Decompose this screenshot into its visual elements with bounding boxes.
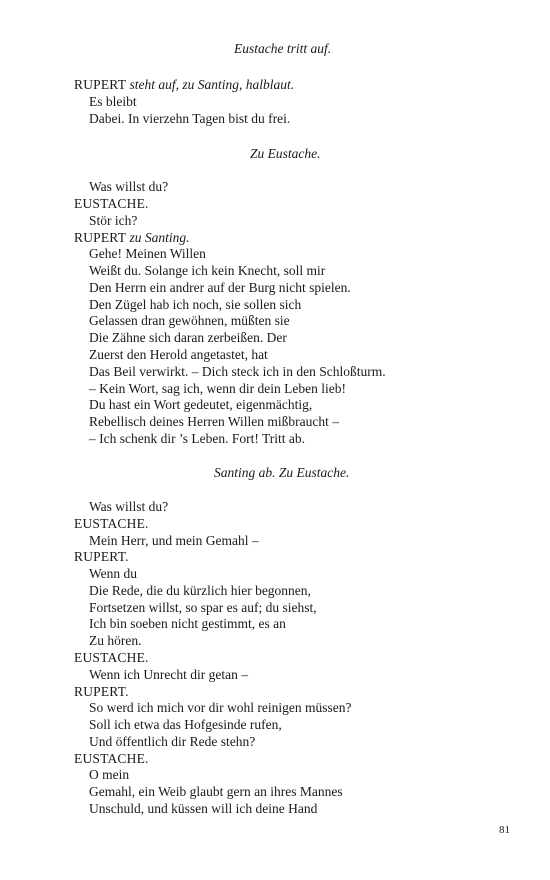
verse-line: Unschuld, und küssen will ich deine Hand	[89, 801, 318, 816]
verse-line: So werd ich mich vor dir wohl reinigen müssen?	[89, 700, 352, 715]
verse-line: Gemahl, ein Weib glaubt gern an ihres Mannes	[89, 784, 343, 799]
speaker-name: EUSTACHE.	[74, 516, 149, 531]
speaker-line	[74, 77, 294, 93]
stage-direction: Santing ab. Zu Eustache.	[214, 465, 350, 480]
verse-line: Die Rede, die du kürzlich hier begonnen,	[89, 583, 311, 598]
verse-line: Wenn ich Unrecht dir getan –	[89, 667, 248, 682]
speaker-direction: steht auf, zu Santing, halblaut.	[129, 77, 295, 92]
verse-line: Fortsetzen willst, so spar es auf; du siehst,	[89, 600, 317, 615]
verse-line: – Kein Wort, sag ich, wenn dir dein Leben lieb!	[89, 381, 346, 396]
speaker-name: EUSTACHE.	[74, 650, 149, 665]
verse-line: – Ich schenk dir ’s Leben. Fort! Tritt ab.	[89, 431, 305, 446]
verse-line: Ich bin soeben nicht gestimmt, es an	[89, 616, 286, 631]
verse-line: Wenn du	[89, 566, 138, 581]
verse-line: Was willst du?	[89, 179, 169, 194]
verse-line: Den Zügel hab ich noch, sie sollen sich	[89, 297, 302, 312]
verse-line: Gehe! Meinen Willen	[89, 246, 206, 261]
verse-line: Was willst du?	[89, 499, 169, 514]
verse-line: Dabei. In vierzehn Tagen bist du frei.	[89, 111, 291, 126]
verse-line: Soll ich etwa das Hofgesinde rufen,	[89, 717, 282, 732]
verse-line: Weißt du. Solange ich kein Knecht, soll mir	[89, 263, 326, 278]
verse-line: Das Beil verwirkt. – Dich steck ich in den Schloßturm.	[89, 364, 386, 379]
verse-line: Rebellisch deines Herren Willen mißbraucht –	[89, 414, 340, 429]
verse-line: Die Zähne sich daran zerbeißen. Der	[89, 330, 287, 345]
speaker-direction: zu Santing.	[129, 230, 190, 245]
verse-line: Den Herrn ein andrer auf der Burg nicht spielen.	[89, 280, 351, 295]
speaker-name: EUSTACHE.	[74, 196, 149, 211]
verse-line: Gelassen dran gewöhnen, müßten sie	[89, 313, 290, 328]
page-number: 81	[499, 824, 510, 836]
verse-line: O mein	[89, 767, 130, 782]
stage-direction: Eustache tritt auf.	[234, 41, 332, 56]
speaker-name: EUSTACHE.	[74, 751, 149, 766]
verse-line: Zuerst den Herold angetastet, hat	[89, 347, 268, 362]
verse-line: Und öffentlich dir Rede stehn?	[89, 734, 256, 749]
stage-direction: Zu Eustache.	[250, 146, 321, 161]
verse-line: Du hast ein Wort gedeutet, eigenmächtig,	[89, 397, 313, 412]
speaker-name: RUPERT	[74, 77, 127, 92]
speaker-line	[74, 230, 190, 246]
speaker-name: RUPERT	[74, 230, 127, 245]
verse-line: Stör ich?	[89, 213, 138, 228]
verse-line: Mein Herr, und mein Gemahl –	[89, 533, 259, 548]
verse-line: Zu hören.	[89, 633, 142, 648]
speaker-name: RUPERT.	[74, 684, 129, 699]
speaker-name: RUPERT.	[74, 549, 129, 564]
verse-line: Es bleibt	[89, 94, 137, 109]
